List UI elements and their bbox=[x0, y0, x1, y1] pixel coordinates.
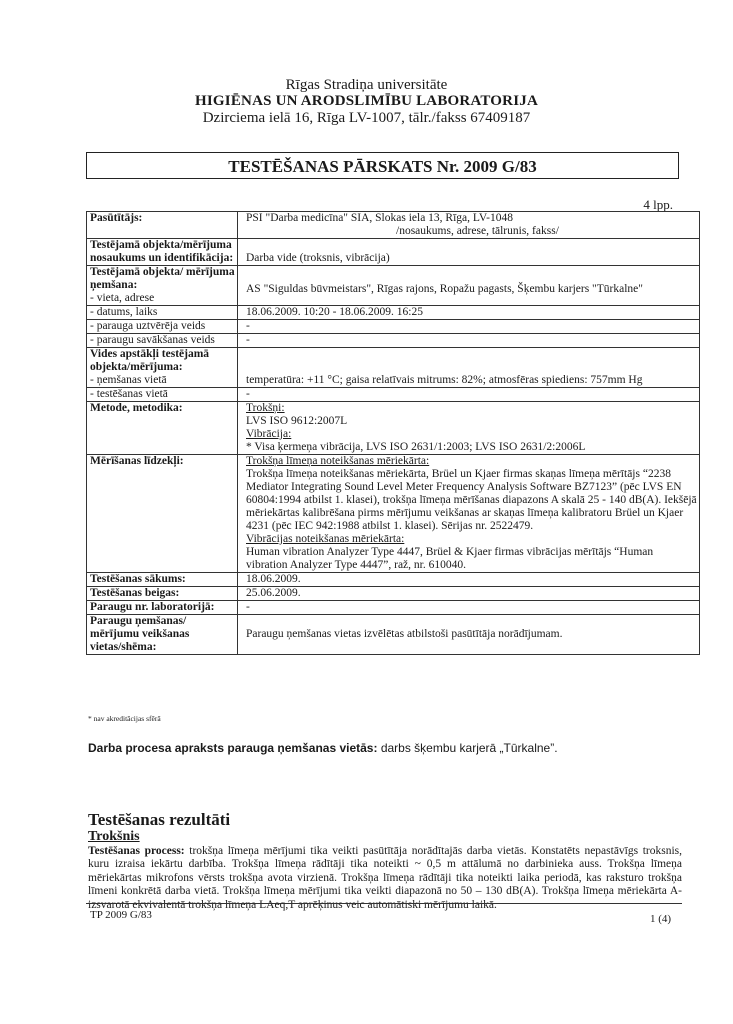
university-name: Rīgas Stradiņa universitāte bbox=[285, 77, 448, 93]
table-row bbox=[87, 212, 700, 239]
place-value: AS "Siguldas būvmeistars", Rīgas rajons, Ropažu pagasts, Šķembu karjers "Tūrkalne" bbox=[246, 283, 643, 295]
method-noise-std: LVS ISO 9612:2007L bbox=[246, 415, 348, 427]
client-label: Pasūtītājs: bbox=[87, 212, 238, 239]
scheme-label: Paraugu ņemšanas/ mērījumu veikšanas vietas/shēma: bbox=[87, 615, 238, 655]
object-label: Testējamā objekta/mērījuma nosaukums un identifikācija: bbox=[87, 239, 238, 266]
place-cell bbox=[238, 266, 700, 306]
process-label: Darba procesa apraksts parauga ņemšanas vietās: bbox=[88, 741, 378, 755]
scheme-value: Paraugu ņemšanas vietas izvēlētas atbilstoši pasūtītāja norādījumam. bbox=[238, 615, 700, 655]
storage-label: - parauga uztvērēja veids bbox=[87, 320, 238, 334]
method-vib-std: * Visa ķermeņa vibrācija, LVS ISO 2631/1:2003; LVS ISO 2631/2:2006L bbox=[246, 441, 586, 453]
results-paragraph-label: Testēšanas process: bbox=[88, 845, 185, 857]
labno-label: Paraugu nr. laboratorijā: bbox=[87, 601, 238, 615]
conditions-label: Vides apstākļi testējamā objekta/mērījuma: bbox=[90, 348, 210, 373]
collection-label: - paraugu savākšanas veids bbox=[87, 334, 238, 348]
method-label: Metode, metodika: bbox=[87, 402, 238, 455]
table-row bbox=[87, 402, 700, 455]
at-sampling-value: temperatūra: +11 °C; gaisa relatīvais mitrums: 82%; atmosfēras spiediens: 757mm Hg bbox=[238, 348, 700, 388]
storage-value: - bbox=[238, 320, 700, 334]
equip-noise-head: Trokšņa līmeņa noteikšanas mēriekārta: bbox=[246, 455, 430, 467]
client-value: PSI "Darba medicīna" SIA, Slokas iela 13, Rīga, LV-1048 bbox=[246, 212, 513, 224]
results-subtitle: Trokšnis bbox=[88, 829, 140, 844]
at-testing-label: - testēšanas vietā bbox=[87, 388, 238, 402]
collection-value: - bbox=[238, 334, 700, 348]
results-title: Testēšanas rezultāti bbox=[88, 810, 231, 829]
process-line bbox=[88, 741, 558, 755]
place-label: - vieta, adrese bbox=[90, 292, 155, 304]
table-row bbox=[87, 348, 700, 388]
table-row bbox=[87, 388, 700, 402]
method-noise-head: Trokšņi: bbox=[246, 402, 285, 414]
end-value: 25.06.2009. bbox=[238, 587, 700, 601]
date-value: 18.06.2009. 10:20 - 18.06.2009. 16:25 bbox=[238, 306, 700, 320]
results-paragraph bbox=[88, 845, 682, 912]
sampling-label: Testējamā objekta/ mērījuma ņemšana: bbox=[90, 266, 235, 291]
at-sampling-label: - ņemšanas vietā bbox=[90, 374, 167, 386]
client-note: /nosaukums, adrese, tālrunis, fakss/ bbox=[396, 225, 559, 237]
table-row bbox=[87, 266, 700, 306]
table-row bbox=[87, 320, 700, 334]
method-cell bbox=[238, 402, 700, 455]
report-title: TESTĒŠANAS PĀRSKATS Nr. 2009 G/83 bbox=[86, 152, 679, 179]
object-value: Darba vide (troksnis, vibrācija) bbox=[246, 252, 390, 264]
equip-vib-text: Human vibration Analyzer Type 4447, Brüel & Kjaer firmas vibrācijas mērītājs “Human vibration Analyzer Type 4447”, raž, nr. 610040. bbox=[246, 546, 654, 571]
equip-vib-head: Vibrācijas noteikšanas mēriekārta: bbox=[246, 533, 405, 545]
equipment-label: Mērīšanas līdzekļi: bbox=[87, 455, 238, 573]
start-label: Testēšanas sākums: bbox=[87, 573, 238, 587]
table-row bbox=[87, 601, 700, 615]
start-value: 18.06.2009. bbox=[238, 573, 700, 587]
page-count: 4 lpp. bbox=[643, 197, 673, 212]
table-row bbox=[87, 455, 700, 573]
table-row bbox=[87, 615, 700, 655]
table-row bbox=[87, 239, 700, 266]
client-cell bbox=[238, 212, 700, 239]
table-row bbox=[87, 334, 700, 348]
at-testing-value: - bbox=[238, 388, 700, 402]
process-value: darbs šķembu karjerā „Tūrkalne”. bbox=[380, 741, 558, 755]
equipment-cell bbox=[238, 455, 700, 573]
laboratory-name: HIGIĒNAS UN ARODSLIMĪBU LABORATORIJA bbox=[195, 93, 538, 109]
table-row bbox=[87, 306, 700, 320]
results-paragraph-text: trokšņa līmeņa mērījumi tika veikti pasūtītāja norādītajās darba vietās. Konstatēts nepastāvīgs troksnis, kuru izraisa iekārtu darbība. Trokšņa līmeņa rādītāji tika noteikti ~ 0,5 m attālumā no darbinieka auss. Trokšņa līmeņa mēriekārtas mikrofons vērsts trokšņa avota virzienā. Trokšņa līmeņa rādītāji tika noteikti laika periodā, kas raksturo trokšņa līmeni konkrētā darba vietā. Trokšņa līmeņa mērījumi tika veikti diapazonā no 50 – 130 dB(A). Trokšņa līmeņa mēriekārta A-izsvarotā ekvivalentā trokšņa līmeņa LAeq,T aprēķinus veic automātiski mērījumu laikā. bbox=[88, 845, 683, 911]
footer-page-number: 1 (4) bbox=[650, 913, 672, 925]
accreditation-note: * nav akreditācijas sfērā bbox=[88, 714, 161, 723]
date-label: - datums, laiks bbox=[87, 306, 238, 320]
conditions-cell bbox=[87, 348, 238, 388]
laboratory-address: Dzirciema ielā 16, Rīga LV-1007, tālr./fakss 67409187 bbox=[202, 110, 531, 126]
table-row bbox=[87, 587, 700, 601]
sampling-cell bbox=[87, 266, 238, 306]
method-vib-head: Vibrācija: bbox=[246, 428, 292, 440]
report-info-table bbox=[86, 211, 700, 655]
object-cell bbox=[238, 239, 700, 266]
end-label: Testēšanas beigas: bbox=[87, 587, 238, 601]
footer-divider bbox=[86, 903, 682, 904]
equip-noise-text: Trokšņa līmeņa noteikšanas mēriekārta, Brüel un Kjaer firmas skaņas līmeņa mērītājs “2238 Mediator Integrating Sound Level Meter Frequency Analysis Software BZ7123” (pēc LVS EN 60804:1994 atbilst 1. klasei), trokšņa līmeņa mērīšanas diapazons A skalā 25 - 140 dB(A). Iekšējā mēriekārtas kalibrēšana pirms mērījumu veikšanas ar skaņas līmeņa kalibratoru Brüel un Kjaer 4231 (pēc IEC 942:1988 atbilst 1. klasei). Sērijas nr. 2522479. bbox=[246, 468, 697, 532]
table-row bbox=[87, 573, 700, 587]
labno-value: - bbox=[238, 601, 700, 615]
footer-report-id: TP 2009 G/83 bbox=[90, 909, 152, 921]
